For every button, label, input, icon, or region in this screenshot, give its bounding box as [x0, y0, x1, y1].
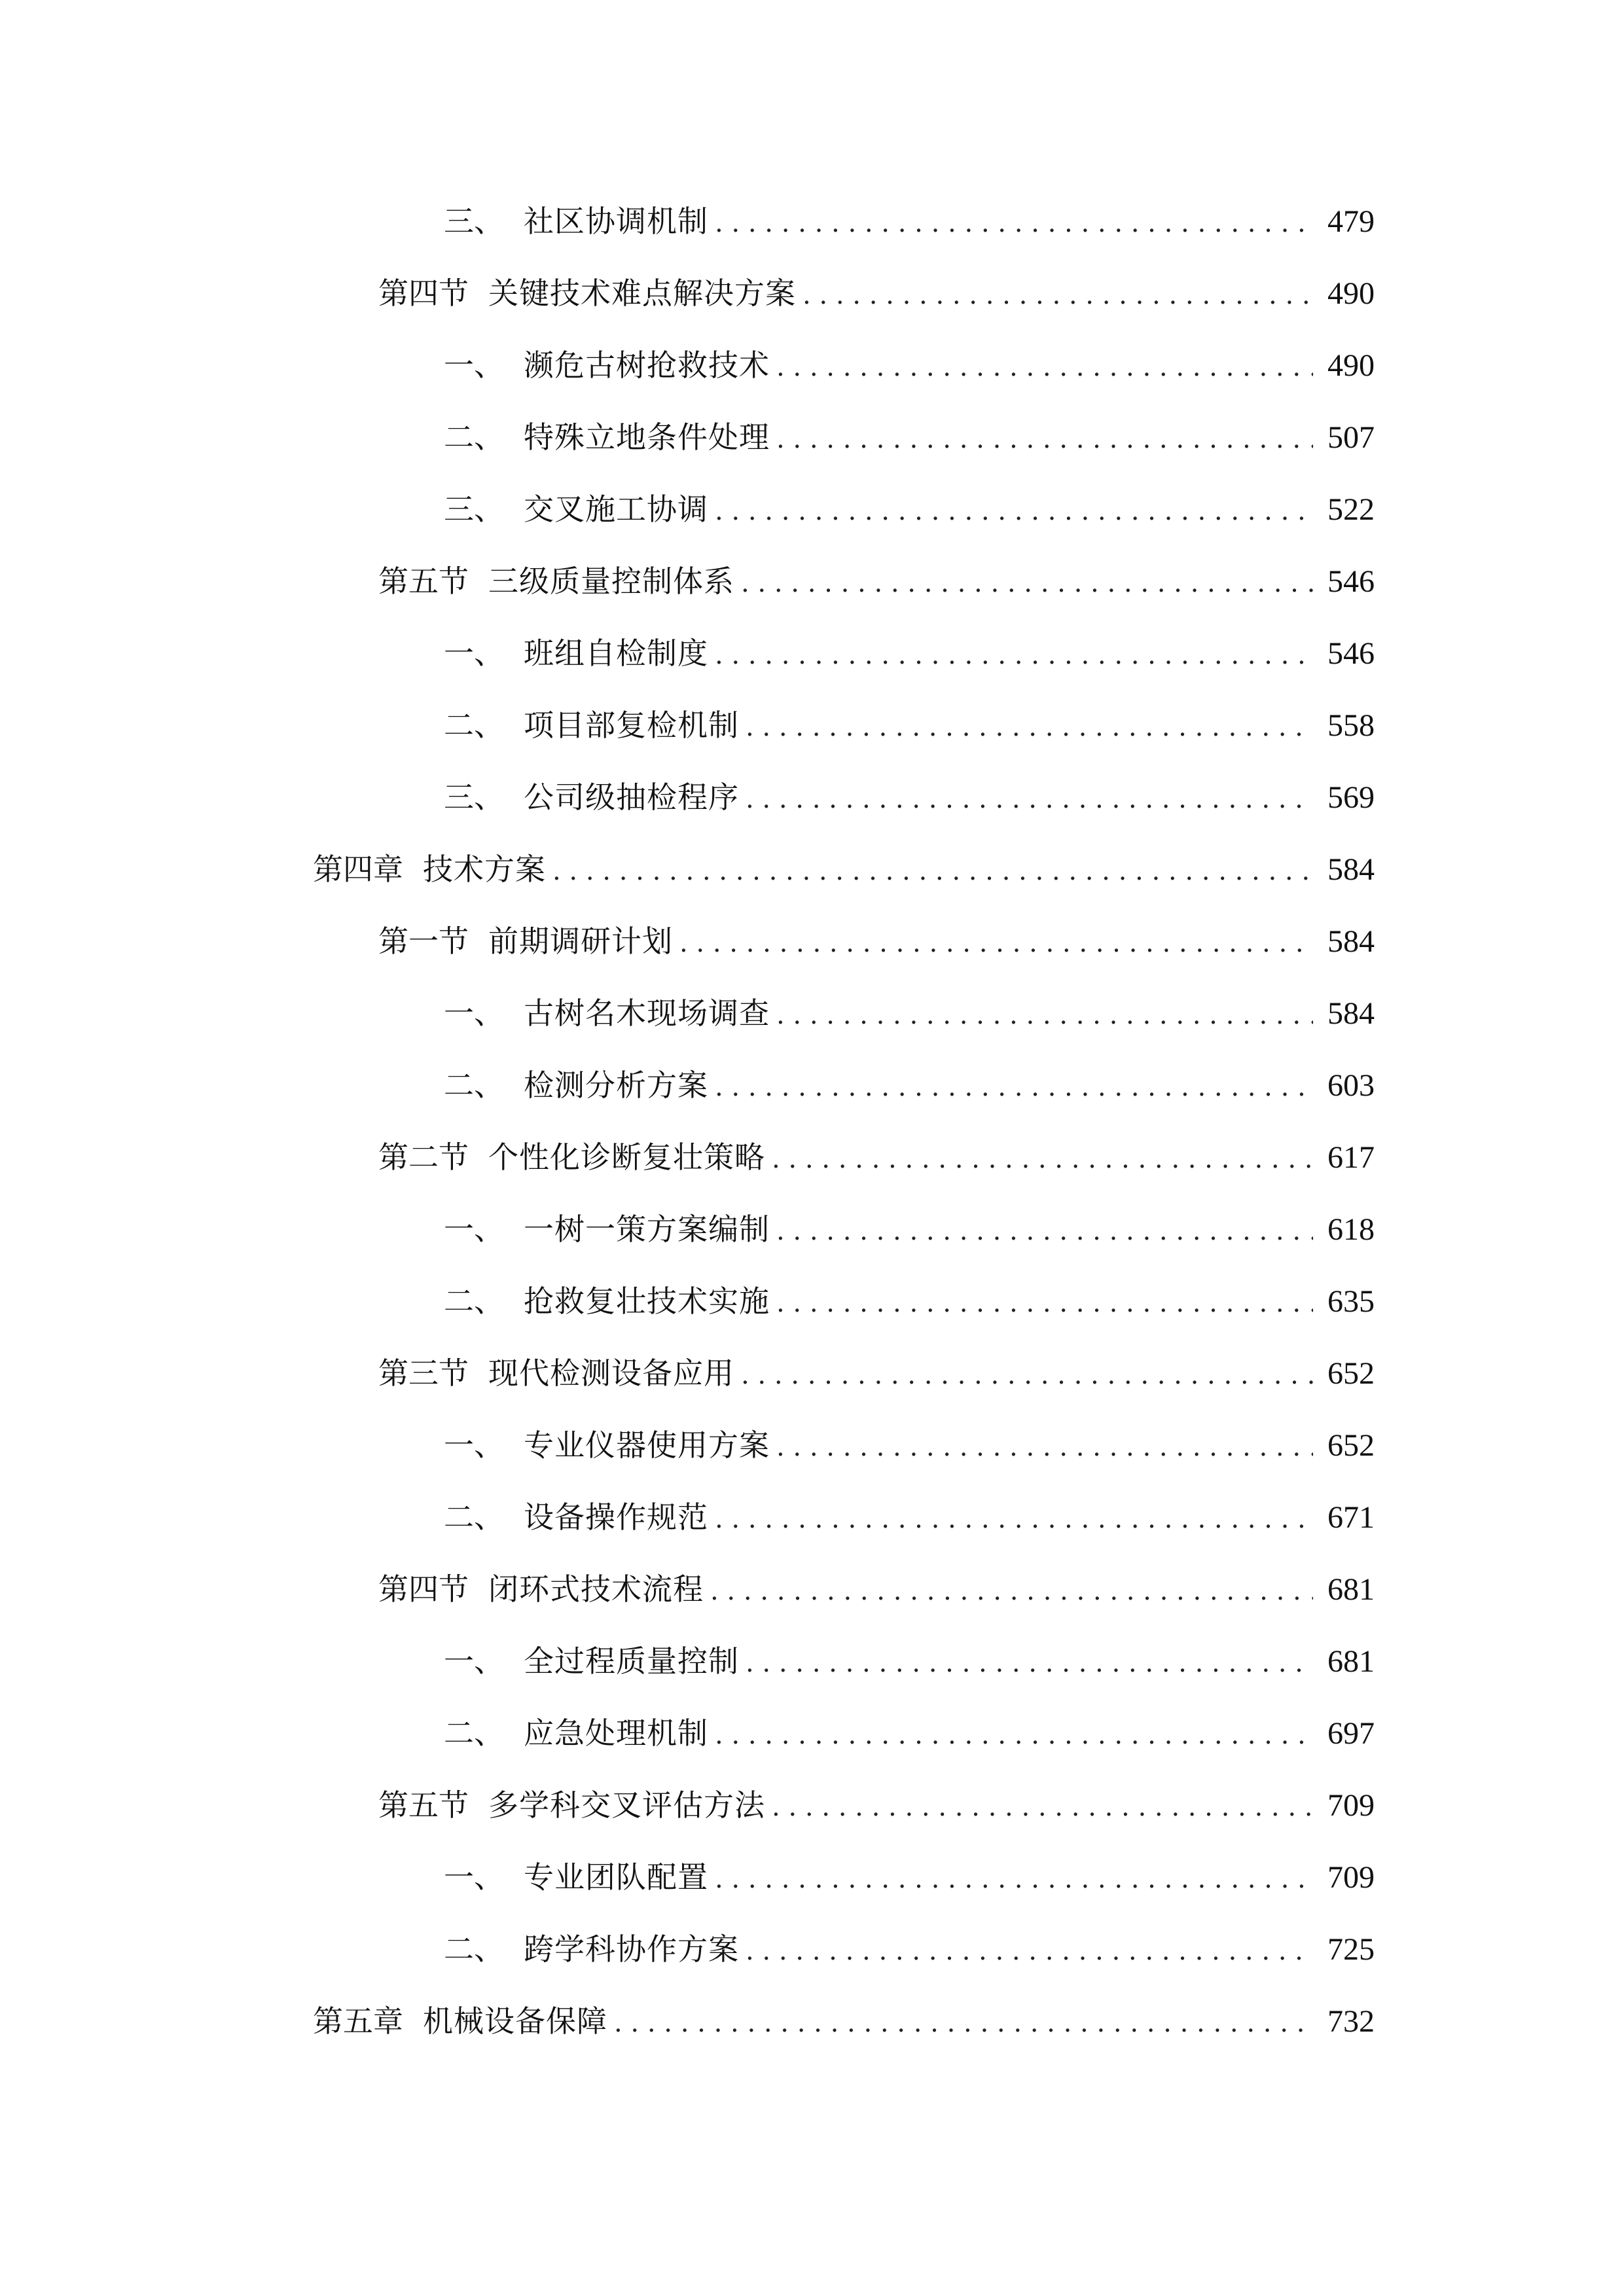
toc-entry-number: 第五节: [378, 1787, 469, 1823]
toc-entry-page: 709: [1327, 1860, 1375, 1895]
toc-entry-title: 机械设备保障: [423, 2003, 607, 2039]
toc-entry-title: 技术方案: [423, 852, 546, 887]
toc-entry-page: 569: [1327, 780, 1375, 815]
toc-entry[interactable]: [378, 915, 1375, 967]
toc-dot-leader: [715, 1853, 1313, 1905]
toc-entry-number: 第五章: [313, 2003, 403, 2039]
toc-entry-page: 671: [1327, 1500, 1375, 1535]
toc-entry[interactable]: [444, 195, 1375, 247]
toc-entry-title: 闭环式技术流程: [488, 1571, 704, 1607]
toc-dot-leader: [741, 557, 1313, 609]
toc-entry[interactable]: [378, 1779, 1375, 1831]
toc-entry-number: 第三节: [378, 1355, 469, 1391]
toc-entry-number: 二、: [444, 420, 504, 455]
toc-entry-title: 应急处理机制: [524, 1715, 708, 1751]
toc-entry-page: 490: [1327, 348, 1375, 383]
toc-entry[interactable]: [378, 1347, 1375, 1399]
toc-entry[interactable]: [378, 555, 1375, 607]
toc-entry-page: 584: [1327, 924, 1375, 959]
toc-entry[interactable]: [313, 1995, 1375, 2047]
toc-entry[interactable]: [378, 267, 1375, 319]
toc-dot-leader: [741, 1349, 1313, 1401]
toc-entry-page: 479: [1327, 204, 1375, 239]
toc-entry-title: 特殊立地条件处理: [524, 420, 770, 455]
toc-entry-number: 第四章: [313, 852, 403, 887]
toc-entry[interactable]: [444, 1059, 1375, 1111]
toc-entry[interactable]: [444, 1635, 1375, 1687]
toc-entry-title: 检测分析方案: [524, 1067, 708, 1103]
toc-dot-leader: [746, 701, 1313, 753]
toc-entry[interactable]: [444, 771, 1375, 823]
toc-entry-page: 546: [1327, 564, 1375, 599]
toc-entry[interactable]: [444, 1707, 1375, 1759]
toc-entry-title: 社区协调机制: [524, 204, 708, 239]
toc-dot-leader: [715, 1061, 1313, 1113]
toc-entry-page: 709: [1327, 1788, 1375, 1823]
toc-dot-leader: [679, 917, 1313, 969]
toc-entry[interactable]: [444, 987, 1375, 1039]
toc-dot-leader: [715, 485, 1313, 537]
toc-entry-title: 古树名木现场调查: [524, 996, 770, 1031]
toc-dot-leader: [614, 1997, 1313, 2049]
toc-entry-page: 732: [1327, 2004, 1375, 2039]
toc-entry[interactable]: [444, 483, 1375, 535]
toc-dot-leader: [715, 629, 1313, 681]
toc-entry-title: 个性化诊断复壮策略: [488, 1139, 765, 1175]
toc-entry-page: 652: [1327, 1428, 1375, 1463]
toc-entry-number: 二、: [444, 1283, 504, 1319]
toc-entry[interactable]: [444, 1491, 1375, 1543]
toc-entry-page: 681: [1327, 1644, 1375, 1679]
toc-entry-title: 多学科交叉评估方法: [488, 1787, 765, 1823]
toc-entry[interactable]: [378, 1563, 1375, 1615]
toc-entry[interactable]: [444, 1923, 1375, 1975]
toc-entry-number: 一、: [444, 636, 504, 671]
toc-dot-leader: [715, 1493, 1313, 1545]
toc-entry-title: 跨学科协作方案: [524, 1931, 739, 1967]
toc-dot-leader: [776, 341, 1313, 393]
toc-entry-title: 设备操作规范: [524, 1499, 708, 1535]
toc-entry-number: 第二节: [378, 1139, 469, 1175]
toc-entry-number: 一、: [444, 1859, 504, 1895]
toc-entry-title: 专业仪器使用方案: [524, 1427, 770, 1463]
toc-entry-title: 前期调研计划: [488, 924, 673, 959]
toc-entry-title: 三级质量控制体系: [488, 564, 734, 599]
toc-dot-leader: [710, 1565, 1313, 1617]
toc-entry[interactable]: [444, 627, 1375, 679]
toc-entry-page: 546: [1327, 636, 1375, 671]
toc-dot-leader: [746, 773, 1313, 825]
toc-entry-number: 第五节: [378, 564, 469, 599]
toc-entry-title: 项目部复检机制: [524, 708, 739, 743]
toc-dot-leader: [776, 1205, 1313, 1257]
toc-entry-number: 一、: [444, 1643, 504, 1679]
toc-entry[interactable]: [378, 1131, 1375, 1183]
toc-entry[interactable]: [444, 1851, 1375, 1903]
toc-dot-leader: [776, 413, 1313, 465]
toc-entry-number: 三、: [444, 492, 504, 527]
toc-dot-leader: [715, 197, 1313, 249]
toc-entry-page: 617: [1327, 1140, 1375, 1175]
toc-dot-leader: [552, 845, 1313, 897]
toc-dot-leader: [772, 1781, 1313, 1833]
toc-dot-leader: [776, 1421, 1313, 1473]
toc-entry-title: 濒危古树抢救技术: [524, 348, 770, 383]
toc-entry-page: 584: [1327, 852, 1375, 887]
toc-entry[interactable]: [444, 1203, 1375, 1255]
toc-entry-number: 二、: [444, 1715, 504, 1751]
toc-dot-leader: [776, 1277, 1313, 1329]
toc-entry-title: 交叉施工协调: [524, 492, 708, 527]
toc-entry-title: 班组自检制度: [524, 636, 708, 671]
toc-entry-title: 公司级抽检程序: [524, 780, 739, 815]
toc-entry-page: 635: [1327, 1284, 1375, 1319]
toc-entry-page: 507: [1327, 420, 1375, 455]
toc-entry-page: 522: [1327, 492, 1375, 527]
toc-dot-leader: [776, 989, 1313, 1041]
toc-entry-number: 二、: [444, 708, 504, 743]
toc-entry-page: 697: [1327, 1716, 1375, 1751]
toc-entry-number: 一、: [444, 996, 504, 1031]
toc-entry-number: 三、: [444, 780, 504, 815]
toc-entry-page: 490: [1327, 276, 1375, 311]
toc-entry-page: 618: [1327, 1212, 1375, 1247]
toc-entry-page: 558: [1327, 708, 1375, 743]
toc-entry-number: 二、: [444, 1067, 504, 1103]
toc-entry-number: 第一节: [378, 924, 469, 959]
toc-dot-leader: [746, 1637, 1313, 1689]
toc-entry-title: 关键技术难点解决方案: [488, 276, 796, 311]
toc-entry-title: 抢救复壮技术实施: [524, 1283, 770, 1319]
toc-entry[interactable]: [444, 339, 1375, 391]
toc-entry-title: 专业团队配置: [524, 1859, 708, 1895]
toc-entry-title: 全过程质量控制: [524, 1643, 739, 1679]
toc-entry-page: 681: [1327, 1572, 1375, 1607]
toc-entry[interactable]: [444, 411, 1375, 463]
toc-entry-page: 652: [1327, 1356, 1375, 1391]
toc-entry-number: 一、: [444, 348, 504, 383]
toc-entry-number: 一、: [444, 1427, 504, 1463]
toc-entry-page: 725: [1327, 1932, 1375, 1967]
toc-entry-title: 现代检测设备应用: [488, 1355, 734, 1391]
toc-entry-number: 第四节: [378, 1571, 469, 1607]
toc-entry-number: 二、: [444, 1931, 504, 1967]
toc-entry[interactable]: [313, 843, 1375, 895]
toc-dot-leader: [715, 1709, 1313, 1761]
toc-entry-number: 二、: [444, 1499, 504, 1535]
toc-entry-number: 三、: [444, 204, 504, 239]
toc-dot-leader: [746, 1925, 1313, 1977]
toc-entry[interactable]: [444, 1419, 1375, 1471]
toc-entry-title: 一树一策方案编制: [524, 1211, 770, 1247]
toc-entry-number: 第四节: [378, 276, 469, 311]
toc-entry[interactable]: [444, 1275, 1375, 1327]
toc-entry-page: 603: [1327, 1068, 1375, 1103]
toc-dot-leader: [803, 269, 1313, 321]
toc-entry[interactable]: [444, 699, 1375, 751]
toc-dot-leader: [772, 1133, 1313, 1185]
toc-entry-page: 584: [1327, 996, 1375, 1031]
toc-entry-number: 一、: [444, 1211, 504, 1247]
